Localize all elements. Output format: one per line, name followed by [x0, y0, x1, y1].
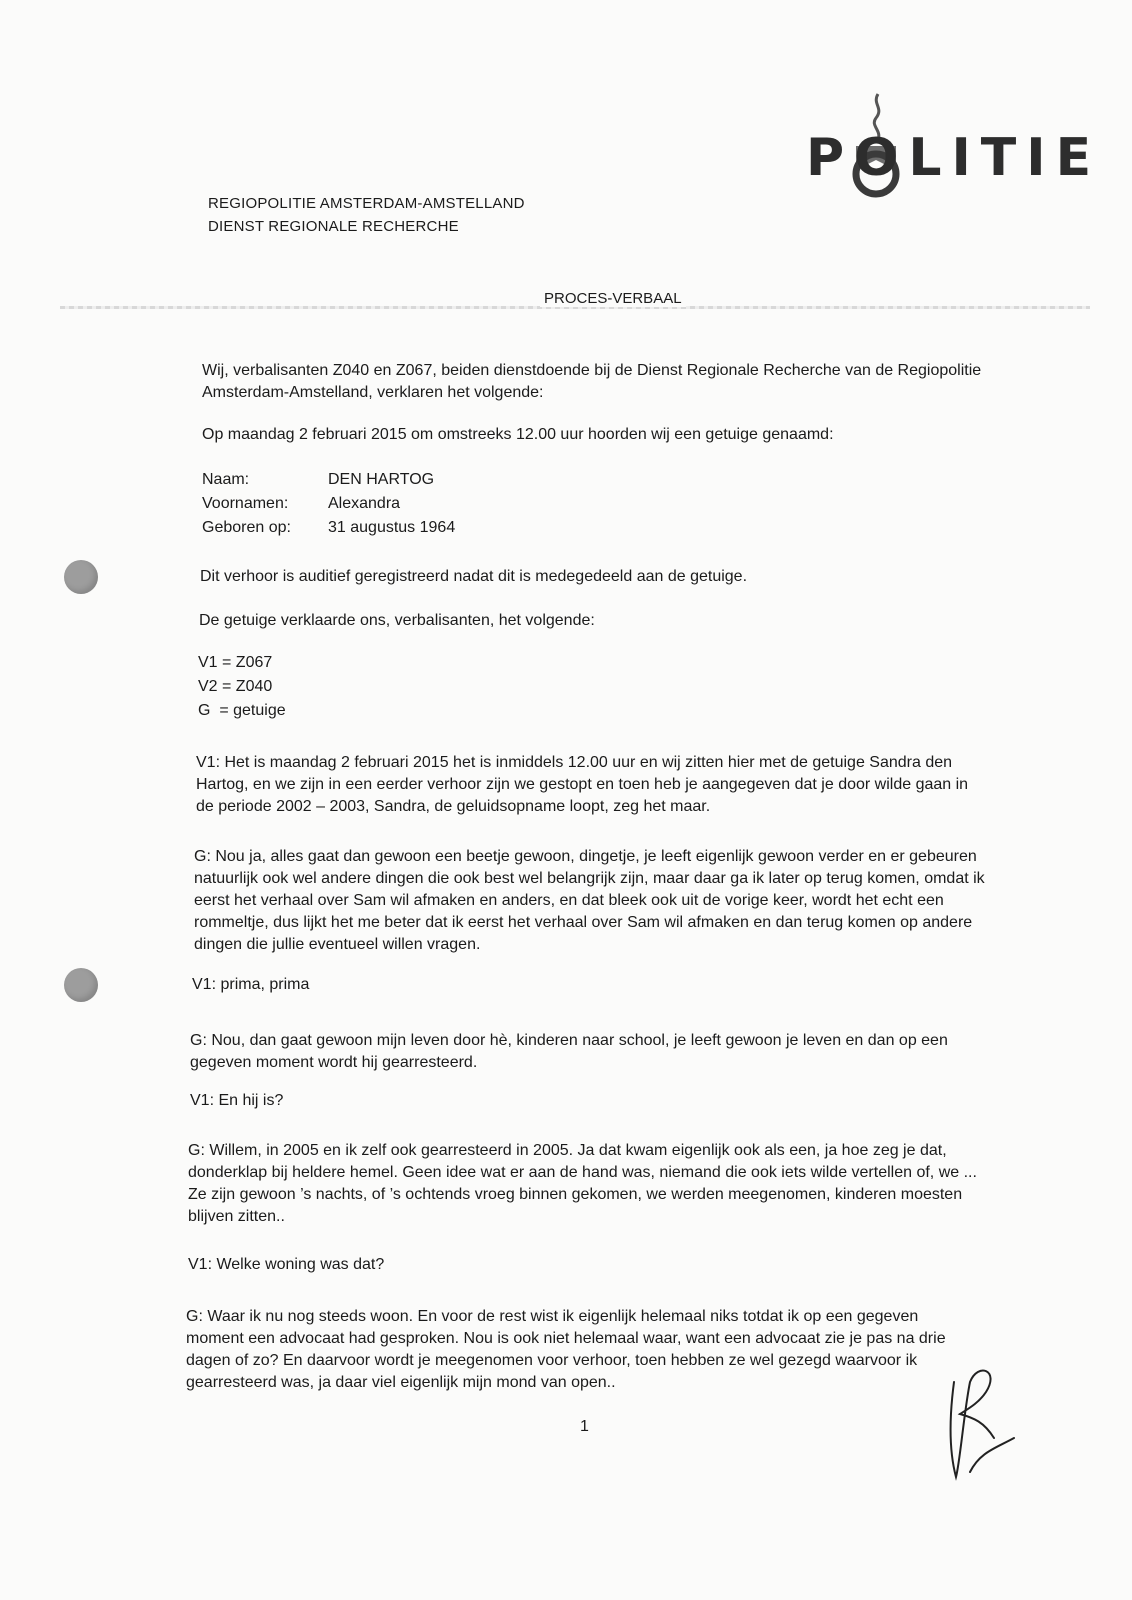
field-value: 31 augustus 1964 [328, 519, 456, 536]
field-row-name [202, 468, 455, 492]
document-title: PROCES-VERBAAL [540, 290, 686, 307]
transcript-entry [192, 974, 992, 996]
declared-note-block [199, 610, 999, 632]
transcript-entry [194, 846, 990, 956]
field-row-birthdate [202, 516, 455, 540]
page-number: 1 [580, 1418, 589, 1435]
transcript-entry [188, 1254, 988, 1276]
organization-header [208, 192, 525, 238]
transcript-text: G: Nou ja, alles gaat dan gewoon een beetje gewoon, dingetje, je leeft eigenlijk gewoon verder en er gebeuren natuurlijk ook wel andere dingen die ook best wel belangrijk zijn, maar daar ga ik later op terug komen, omdat ik eerst het verhaal over Sam wil afmaken en anders, en dat bleek ook uit de vorige keer, wordt het echt een rommeltje, dus lijkt het me beter dat ik eerst het verhaal over Sam wil afmaken en dan terug komen op andere dingen die jullie eventueel willen vragen. [194, 848, 985, 953]
transcript-text: G: Waar ik nu nog steeds woon. En voor de rest wist ik eigenlijk helemaal niks totdat ik op een gegeven moment een advocaat had gesproken. Nou is ook niet helemaal waar, want een advocaat zie je pas na drie dagen of zo? En daarvoor wordt je meegenomen voor verhoor, toen hebben ze wel gezegd waarvoor ik gearresteerd was, ja daar viel eigenlijk mijn mond van open.. [186, 1308, 946, 1391]
witness-details [202, 468, 455, 540]
audio-note: Dit verhoor is auditief geregistreerd nadat dit is medegedeeld aan de getuige. [200, 568, 748, 585]
intro-statement-block [202, 360, 992, 404]
transcript-text: V1: Het is maandag 2 februari 2015 het is inmiddels 12.00 uur en wij zitten hier met de getuige Sandra den Hartog, en we zijn in een eerder verhoor zijn we gestopt en toen heb je aangegeven dat je door wilde gaan in de periode 2002 – 2003, Sandra, de geluidsopname loopt, zeg het maar. [196, 754, 969, 815]
transcript-text: G: Nou, dan gaat gewoon mijn leven door hè, kinderen naar school, je leeft gewoon je leven en dan op een gegeven moment wordt hij gearresteerd. [190, 1032, 948, 1071]
legend-item: V2 = Z040 [198, 678, 273, 695]
transcript-entry [186, 1306, 976, 1394]
punch-hole [64, 560, 98, 594]
legend-item: G = getuige [198, 702, 286, 719]
handwritten-signature-icon [930, 1352, 1020, 1492]
transcript-text: V1: Welke woning was dat? [188, 1256, 385, 1273]
transcript-entry [196, 752, 986, 818]
field-row-firstnames [202, 492, 455, 516]
politie-logo [806, 90, 1102, 200]
transcript-text: V1: prima, prima [192, 976, 310, 993]
audio-note-block [200, 566, 1000, 588]
field-label: Geboren op: [202, 519, 291, 536]
hearing-line-block [202, 424, 1002, 446]
punch-hole [64, 968, 98, 1002]
transcript-text: V1: En hij is? [190, 1092, 284, 1109]
field-value: DEN HARTOG [328, 471, 435, 488]
legend-item: V1 = Z067 [198, 654, 273, 671]
intro-statement: Wij, verbalisanten Z040 en Z067, beiden dienstdoende bij de Dienst Regionale Recherche van de Regiopolitie Amsterdam-Amstelland, verklaren het volgende: [202, 362, 982, 401]
field-label: Naam: [202, 471, 250, 488]
transcript-entry [190, 1030, 980, 1074]
transcript-entry [190, 1090, 990, 1112]
org-line-2: DIENST REGIONALE RECHERCHE [208, 218, 459, 235]
org-line-1: REGIOPOLITIE AMSTERDAM-AMSTELLAND [208, 195, 525, 212]
logo-wordmark: POLITIE [806, 128, 1102, 188]
transcript-text: G: Willem, in 2005 en ik zelf ook gearresteerd in 2005. Ja dat kwam eigenlijk ook als een, ja hoe zeg je dat, donderklap bij heldere hemel. Geen idee wat er aan de hand was, niemand die ook iets wilde vertellen of, we ... Ze zijn gewoon ’s nachts, of ’s ochtends vroeg binnen gekomen, we werden meegenomen, kinderen moesten blijven zitten.. [188, 1142, 977, 1225]
speaker-legend [198, 651, 286, 723]
field-value: Alexandra [328, 495, 401, 512]
field-label: Voornamen: [202, 495, 289, 512]
transcript-entry [188, 1140, 988, 1228]
declared-note: De getuige verklaarde ons, verbalisanten, het volgende: [199, 612, 595, 629]
hearing-line: Op maandag 2 februari 2015 om omstreeks 12.00 uur hoorden wij een getuige genaamd: [202, 426, 834, 443]
